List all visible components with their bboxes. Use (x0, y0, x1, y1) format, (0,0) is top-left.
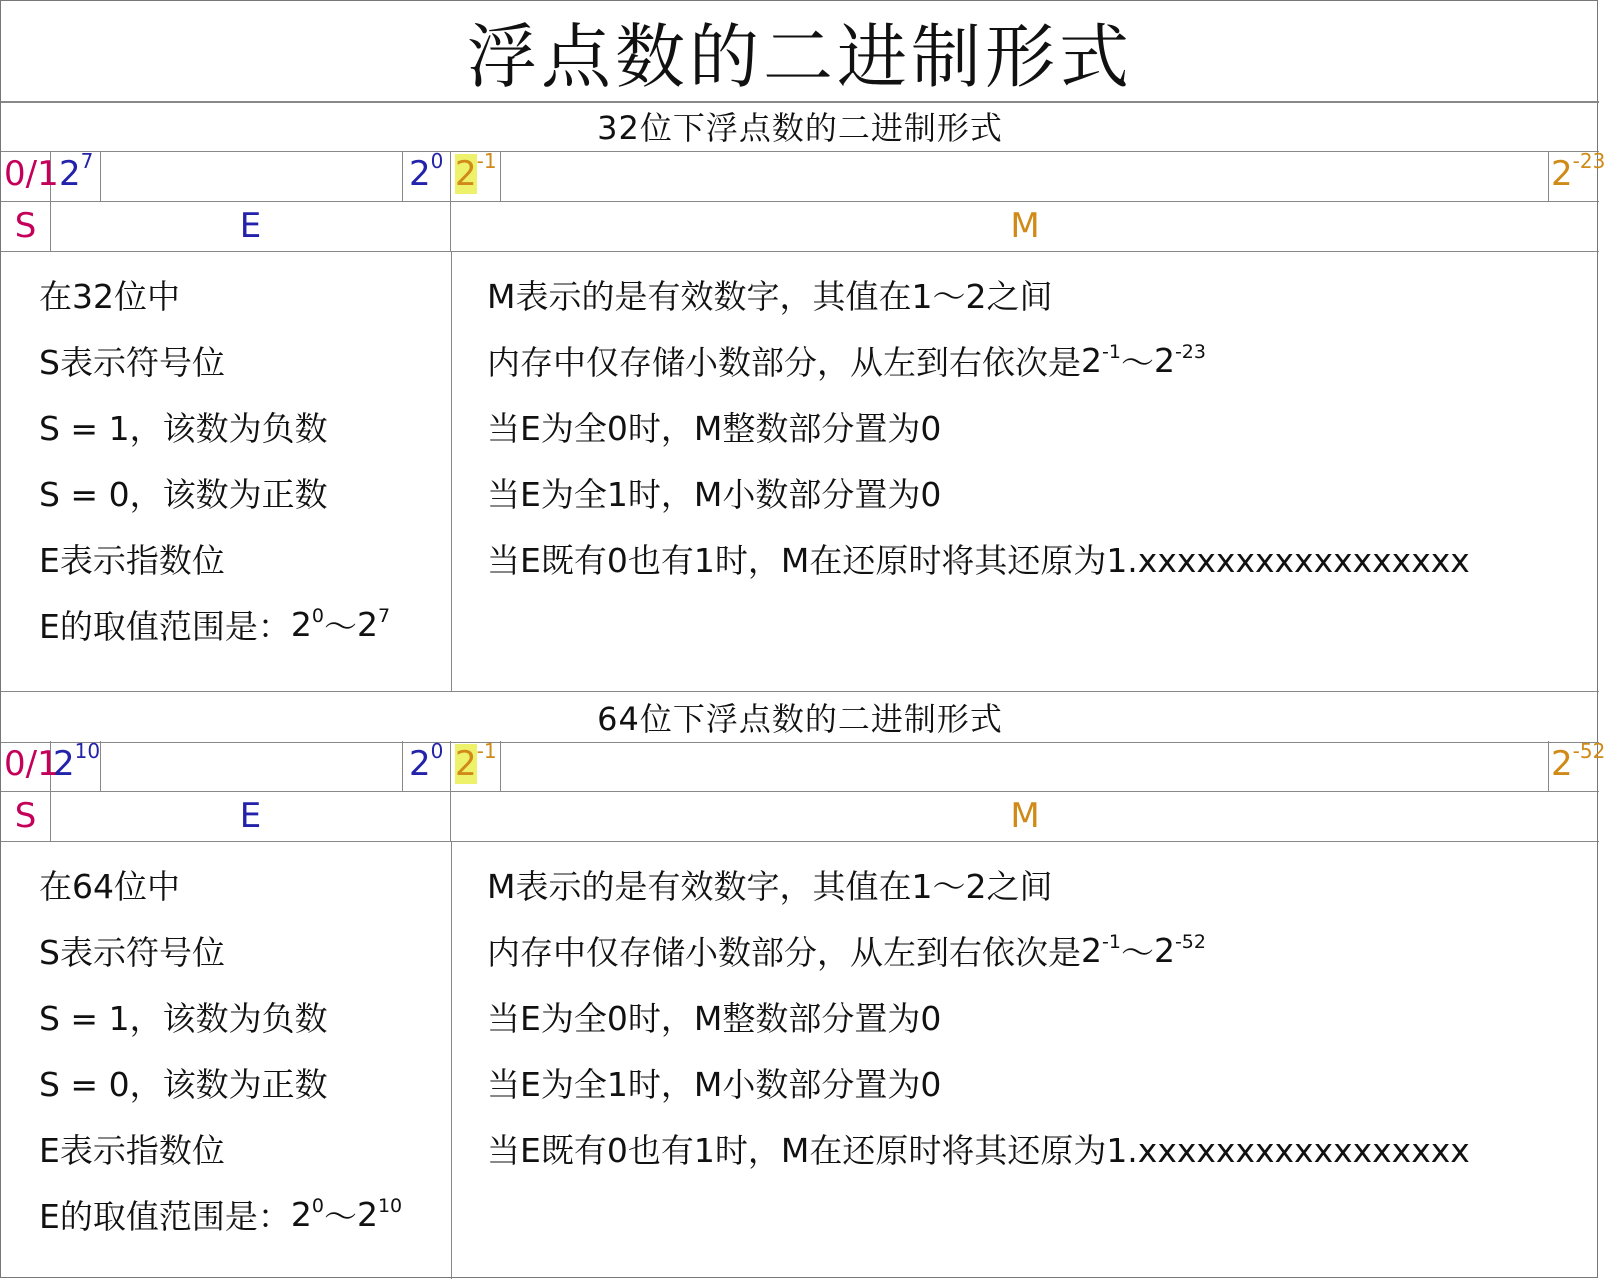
bit-layout-row (1, 149, 1605, 202)
note-line: S = 0，该数为正数 (39, 1064, 328, 1104)
mantissa-field-label: M (1010, 206, 1040, 246)
mantissa-first-bit: $2^{-1}$ (455, 739, 497, 784)
exponent-high-bit-cell (51, 741, 101, 791)
section-64bit (1, 691, 1605, 1279)
field-label-row (1, 791, 1599, 842)
note-line: S = 1，该数为负数 (39, 408, 328, 448)
note-line: 当E为全1时，M小数部分置为0 (487, 474, 942, 514)
note-line: 在32位中 (39, 276, 180, 316)
exponent-field-label: E (51, 201, 451, 251)
sign-field-label: S (1, 791, 51, 841)
field-label-row (1, 201, 1599, 252)
note-line: E表示指数位 (39, 1130, 225, 1170)
page-title: 浮点数的二进制形式 (1, 1, 1599, 103)
exponent-middle-cell (101, 741, 403, 791)
exponent-low-bit: $2^0$ (409, 149, 444, 194)
note-line: E表示指数位 (39, 540, 225, 580)
mantissa-first-bit-cell (451, 151, 501, 201)
section-32bit (1, 101, 1605, 691)
note-line: S表示符号位 (39, 342, 225, 382)
sign-bit-value: 0/1 (4, 744, 59, 784)
sign-bit-cell (1, 151, 59, 201)
sign-exponent-notes (39, 851, 449, 1247)
mantissa-first-bit-cell (451, 741, 501, 791)
mantissa-middle-cell (501, 741, 1549, 791)
sign-exponent-notes (39, 261, 449, 657)
mantissa-last-bit: $2^{-23}$ (1551, 149, 1605, 194)
mantissa-field-label: M (1010, 796, 1040, 836)
mantissa-first-bit: $2^{-1}$ (455, 149, 497, 194)
description-area (1, 841, 1599, 1279)
column-divider (451, 251, 452, 691)
mantissa-last-bit-cell (1549, 149, 1605, 201)
note-line: S = 1，该数为负数 (39, 998, 328, 1038)
exponent-field-label: E (51, 791, 451, 841)
mantissa-last-bit-cell (1549, 739, 1605, 791)
note-line: 在64位中 (39, 866, 180, 906)
mantissa-range-line: 内存中仅存储小数部分，从左到右依次是 2 $^{-1}$ ～ 2 $^{-52}$ (487, 930, 1206, 972)
note-line: 当E为全1时，M小数部分置为0 (487, 1064, 942, 1104)
sign-bit-value: 0/1 (4, 154, 59, 194)
note-line: S表示符号位 (39, 932, 225, 972)
exponent-low-bit: $2^0$ (409, 739, 444, 784)
note-line: 当E既有0也有1时，M在还原时将其还原为1.xxxxxxxxxxxxxxxxx (487, 1130, 1470, 1170)
bit-layout-row (1, 739, 1605, 792)
note-line: 当E既有0也有1时，M在还原时将其还原为1.xxxxxxxxxxxxxxxxx (487, 540, 1470, 580)
mantissa-range-line: 内存中仅存储小数部分，从左到右依次是 2 $^{-1}$ ～ 2 $^{-23}$ (487, 340, 1206, 382)
mantissa-last-bit: $2^{-52}$ (1551, 739, 1605, 784)
mantissa-notes (487, 851, 1587, 1181)
column-divider (451, 841, 452, 1279)
section-heading: 32位下浮点数的二进制形式 (1, 101, 1599, 152)
exponent-high-bit: $2^7$ (59, 149, 94, 194)
exponent-low-bit-cell (403, 741, 451, 791)
description-area (1, 251, 1599, 691)
exponent-high-bit-cell (51, 151, 101, 201)
note-line: 当E为全0时，M整数部分置为0 (487, 408, 942, 448)
note-line: M表示的是有效数字，其值在1～2之间 (487, 276, 1053, 316)
note-line: M表示的是有效数字，其值在1～2之间 (487, 866, 1053, 906)
sign-field-label: S (1, 201, 51, 251)
section-heading: 64位下浮点数的二进制形式 (1, 691, 1599, 743)
exponent-high-bit: $2^{10}$ (53, 739, 101, 784)
exponent-range-line: E的取值范围是： 2 $^0$ ～ 2 $^7$ (39, 604, 391, 646)
exponent-range-line: E的取值范围是： 2 $^0$ ～ 2 $^{10}$ (39, 1194, 403, 1236)
mantissa-middle-cell (501, 151, 1549, 201)
exponent-middle-cell (101, 151, 403, 201)
sign-bit-cell (1, 741, 59, 791)
note-line: S = 0，该数为正数 (39, 474, 328, 514)
mantissa-notes (487, 261, 1587, 591)
note-line: 当E为全0时，M整数部分置为0 (487, 998, 942, 1038)
exponent-low-bit-cell (403, 151, 451, 201)
